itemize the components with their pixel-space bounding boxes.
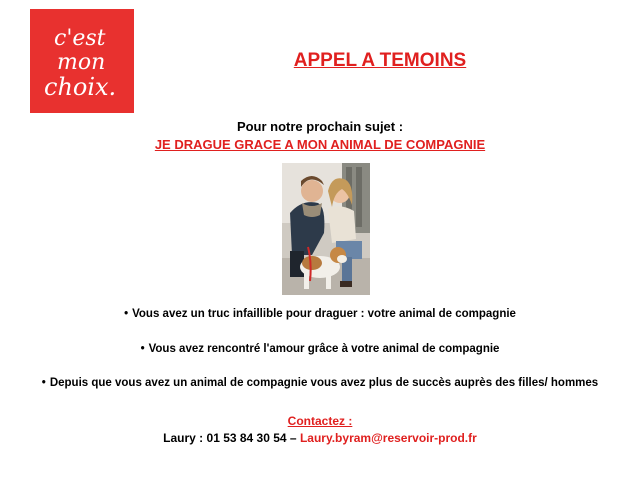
intro-lead: Pour notre prochain sujet : (236, 119, 404, 134)
contact-label: Contactez : (287, 414, 353, 428)
logo-line-3: choix. (44, 73, 117, 101)
bullet-text: Depuis que vous avez un animal de compagnie vous avez plus de succès auprès des filles/ hommes (49, 377, 599, 389)
bullet-glyph: • (140, 343, 145, 355)
bullet-item (0, 343, 640, 355)
logo-line-2: mon (57, 50, 106, 75)
contact-email-link[interactable]: Laury.byram@reservoir-prod.fr (299, 431, 477, 445)
bullet-item (0, 308, 640, 320)
bullet-glyph: • (124, 308, 129, 320)
bullet-text: Vous avez rencontré l'amour grâce à votre animal de compagnie (148, 343, 500, 355)
logo-line-1: c'est (54, 26, 106, 51)
bullet-text: Vous avez un truc infaillible pour draguer : votre animal de compagnie (132, 308, 516, 320)
subject-heading: JE DRAGUE GRACE A MON ANIMAL DE COMPAGNIE (154, 137, 486, 152)
contact-line (0, 431, 640, 445)
couple-with-dog-photo (282, 163, 370, 295)
logo-lettering (30, 9, 134, 113)
contact-name-phone: Laury : 01 53 84 30 54 – (163, 431, 300, 445)
brand-logo (30, 9, 134, 113)
bullet-item (0, 377, 640, 389)
bullet-glyph: • (41, 377, 46, 389)
page-title: APPEL A TEMOINS (293, 50, 467, 71)
